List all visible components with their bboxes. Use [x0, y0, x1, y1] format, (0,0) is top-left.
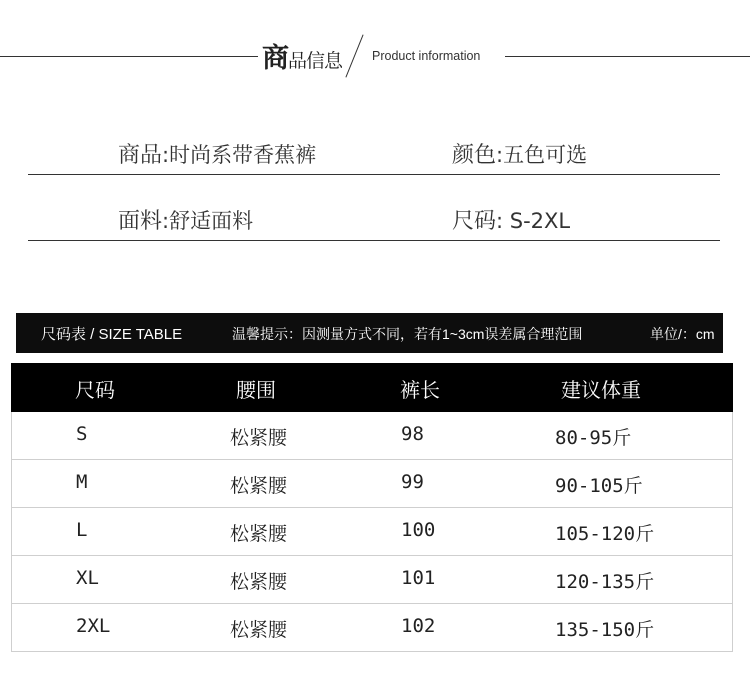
info-label: 尺码 — [452, 209, 497, 234]
cell-length: 101 — [401, 567, 436, 589]
title-rest: 品信息 — [288, 50, 343, 72]
size-table-unit: 单位/：cm — [650, 326, 715, 342]
info-value: :舒适面料 — [162, 209, 254, 233]
cell-weight: 90-105斤 — [555, 475, 643, 497]
info-row-fabric — [28, 200, 720, 241]
cell-length: 99 — [401, 471, 424, 493]
table-row — [12, 556, 732, 604]
info-fabric — [118, 204, 253, 235]
info-row-product — [28, 134, 720, 175]
header-size: 尺码 — [75, 378, 115, 402]
cell-waist: 松紧腰 — [230, 571, 288, 593]
cell-size: M — [76, 471, 88, 493]
size-table-banner — [16, 313, 723, 353]
info-color — [452, 138, 587, 169]
heading-divider-left — [0, 56, 258, 57]
info-value: :时尚系带香蕉裤 — [162, 143, 317, 167]
info-label: 面料 — [118, 209, 163, 234]
info-label: 商品 — [118, 143, 163, 168]
cell-size: 2XL — [76, 615, 111, 637]
table-body — [11, 412, 733, 652]
header-weight: 建议体重 — [561, 378, 641, 402]
cell-waist: 松紧腰 — [230, 619, 288, 641]
info-label: 颜色 — [452, 143, 497, 168]
cell-waist: 松紧腰 — [230, 427, 288, 449]
info-value: :五色可选 — [496, 143, 588, 167]
info-value: : S-2XL — [496, 209, 571, 233]
header-length: 裤长 — [400, 378, 440, 402]
heading-divider-right — [505, 56, 750, 57]
cell-size: L — [76, 519, 88, 541]
size-table — [11, 363, 733, 652]
cell-weight: 120-135斤 — [555, 571, 655, 593]
info-product — [118, 138, 316, 169]
section-subtitle: Product information — [372, 49, 481, 63]
cell-waist: 松紧腰 — [230, 475, 288, 497]
cell-size: XL — [76, 567, 99, 589]
heading-slash — [345, 34, 363, 77]
cell-size: S — [76, 423, 88, 445]
title-first-char: 商 — [262, 43, 288, 74]
table-row — [12, 508, 732, 556]
table-row — [12, 460, 732, 508]
cell-weight: 105-120斤 — [555, 523, 655, 545]
size-table-note: 温馨提示：因测量方式不同，若有1~3cm误差属合理范围 — [232, 326, 583, 342]
cell-weight: 135-150斤 — [555, 619, 655, 641]
cell-length: 102 — [401, 615, 436, 637]
section-title — [262, 36, 342, 75]
cell-length: 100 — [401, 519, 436, 541]
cell-waist: 松紧腰 — [230, 523, 288, 545]
table-header — [11, 363, 733, 412]
info-size — [452, 204, 570, 235]
header-waist: 腰围 — [236, 378, 276, 402]
table-row — [12, 412, 732, 460]
size-table-title: 尺码表 / SIZE TABLE — [41, 326, 183, 343]
cell-weight: 80-95斤 — [555, 427, 632, 449]
cell-length: 98 — [401, 423, 424, 445]
table-row — [12, 604, 732, 652]
